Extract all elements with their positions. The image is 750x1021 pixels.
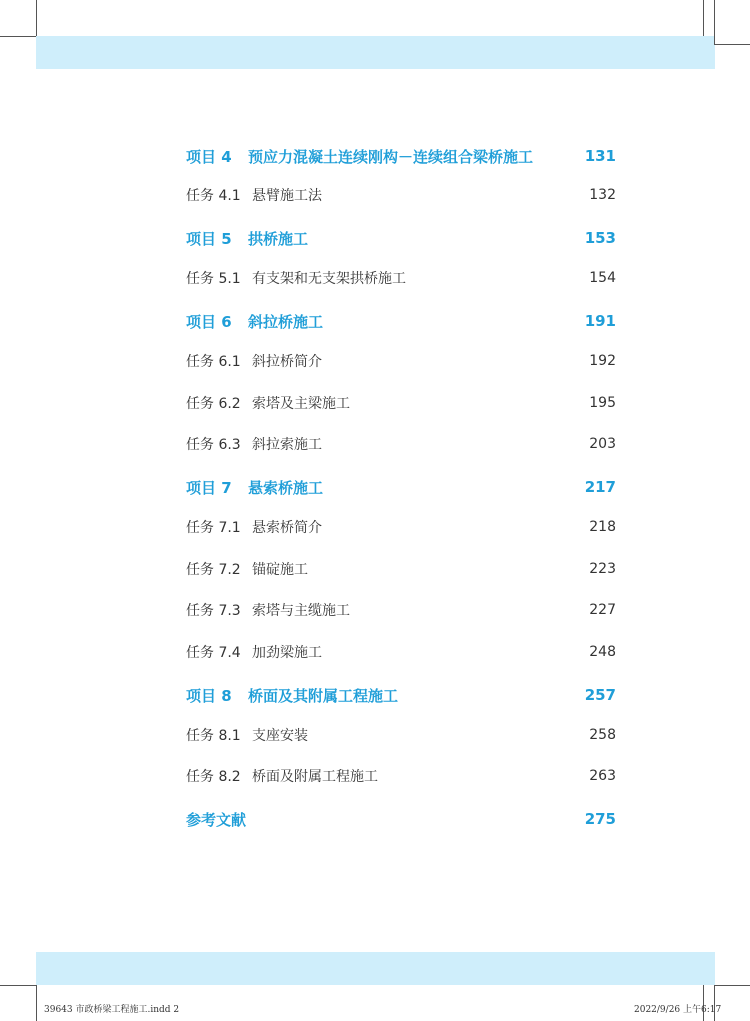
crop-mark [0,985,36,986]
crop-mark [714,0,715,44]
toc-entry-page: 248 [589,644,616,660]
toc-entry-page: 218 [589,519,616,535]
toc-entry-label [186,311,323,332]
toc-entry-title: 加劲梁施工 [252,645,322,661]
toc-entry-number: 任务 6.1 [186,354,241,370]
toc-task-entry[interactable] [186,266,616,290]
top-color-band [36,36,715,69]
crop-mark [714,44,750,45]
toc-task-entry[interactable] [186,349,616,373]
toc-entry-label [186,434,322,454]
toc-entry-number: 项目 5 [186,229,232,248]
bottom-color-band [36,952,715,985]
toc-entry-label [186,600,350,620]
crop-mark [36,985,37,1021]
toc-entry-number: 项目 8 [186,686,232,705]
toc-entry-number: 任务 7.2 [186,562,241,578]
toc-task-entry[interactable] [186,391,616,415]
toc-entry-label [186,228,308,249]
toc-entry-label [186,685,398,706]
toc-entry-page: 191 [584,312,616,330]
footer-datetime: 2022/9/26 上午6:17 [634,1005,722,1015]
toc-entry-title: 桥面及附属工程施工 [252,769,378,785]
toc-entry-label [186,809,246,830]
toc-entry-page: 203 [589,436,616,452]
toc-project-entry[interactable] [186,475,616,499]
toc-project-entry[interactable] [186,144,616,168]
toc-task-entry[interactable] [186,723,616,747]
toc-entry-title: 有支架和无支架拱桥施工 [252,271,406,287]
toc-entry-page: 227 [589,602,616,618]
toc-entry-page: 131 [584,147,616,165]
toc-entry-page: 257 [584,686,616,704]
toc-entry-number: 项目 7 [186,478,232,497]
toc-entry-page: 153 [584,229,616,247]
toc-entry-number: 任务 8.1 [186,728,241,744]
toc-entry-page: 132 [589,187,616,203]
toc-task-entry[interactable] [186,515,616,539]
toc-entry-number: 项目 6 [186,312,232,331]
toc-entry-number: 任务 7.3 [186,603,241,619]
toc-entry-page: 217 [584,478,616,496]
toc-entry-page: 275 [584,810,616,828]
toc-entry-page: 263 [589,768,616,784]
toc-entry-title: 锚碇施工 [252,562,308,578]
toc-entry-label [186,351,322,371]
toc-entry-title: 预应力混凝土连续刚构－连续组合梁桥施工 [248,147,534,166]
toc-entry-label [186,559,308,579]
toc-entry-label [186,146,533,167]
toc-task-entry[interactable] [186,640,616,664]
toc-entry-title: 索塔与主缆施工 [252,603,350,619]
toc-entry-label [186,766,378,786]
toc-entry-number: 任务 7.4 [186,645,241,661]
toc-project-entry[interactable] [186,683,616,707]
toc-entry-page: 223 [589,561,616,577]
toc-entry-title: 参考文献 [186,810,247,829]
toc-project-entry[interactable] [186,807,616,831]
toc-entry-number: 任务 7.1 [186,520,241,536]
toc-entry-label [186,268,406,288]
toc-entry-number: 任务 8.2 [186,769,241,785]
toc-entry-page: 192 [589,353,616,369]
crop-mark [703,0,704,36]
toc-task-entry[interactable] [186,764,616,788]
toc-entry-label [186,185,322,205]
crop-mark [0,36,36,37]
toc-entry-title: 悬臂施工法 [252,188,322,204]
toc-entry-title: 支座安装 [252,728,308,744]
toc-entry-number: 任务 4.1 [186,188,241,204]
toc-entry-number: 任务 5.1 [186,271,241,287]
toc-entry-label [186,725,308,745]
toc-entry-title: 桥面及其附属工程施工 [248,686,399,705]
toc-entry-label [186,477,323,498]
toc-project-entry[interactable] [186,309,616,333]
toc-entry-number: 项目 4 [186,147,232,166]
toc-task-entry[interactable] [186,432,616,456]
toc-entry-title: 斜拉桥施工 [248,312,324,331]
crop-mark [36,0,37,36]
toc-entry-number: 任务 6.3 [186,437,241,453]
toc-entry-number: 任务 6.2 [186,396,241,412]
toc-task-entry[interactable] [186,183,616,207]
toc-task-entry[interactable] [186,598,616,622]
toc-entry-title: 索塔及主梁施工 [252,396,350,412]
toc-entry-title: 拱桥施工 [248,229,309,248]
toc-project-entry[interactable] [186,226,616,250]
toc-task-entry[interactable] [186,557,616,581]
toc-entry-label [186,642,322,662]
toc-entry-page: 195 [589,395,616,411]
toc-entry-page: 154 [589,270,616,286]
toc-entry-label [186,393,350,413]
footer-file-name: 39643 市政桥梁工程施工.indd 2 [44,1005,180,1015]
toc-entry-title: 斜拉索施工 [252,437,322,453]
toc-entry-title: 悬索桥简介 [252,520,322,536]
toc-entry-title: 悬索桥施工 [248,478,324,497]
toc-entry-title: 斜拉桥简介 [252,354,322,370]
crop-mark [714,985,750,986]
toc-entry-page: 258 [589,727,616,743]
toc-entry-label [186,517,322,537]
